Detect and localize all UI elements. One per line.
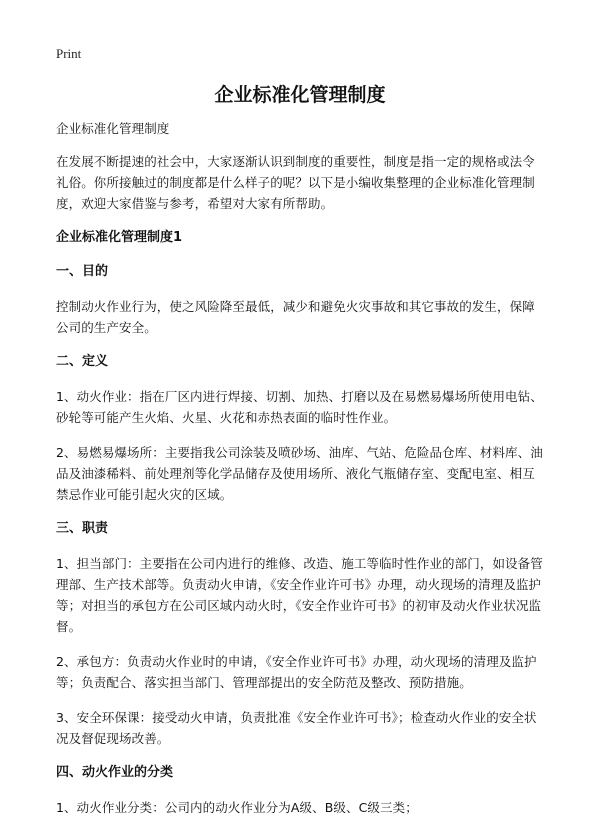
- paragraph-responsibility-3: 3、安全环保课：接受动火申请，负责批准《安全作业许可书》；检查动火作业的安全状况及督促现场改善。: [56, 710, 537, 746]
- intro-paragraph: 在发展不断提速的社会中，大家逐渐认识到制度的重要性，制度是指一定的规格或法令礼俗。你所接触过的制度都是什么样子的呢？以下是小编收集整理的企业标准化管理制度，欢迎大家借鉴与参考，希望对大家有所帮助。: [56, 154, 535, 211]
- paragraph-responsibility-1: 1、担当部门：主要指在公司内进行的维修、改造、施工等临时性作业的部门，如设备管理部、生产技术部等。负责动火申请，《安全作业许可书》办理，动火现场的清理及监护等；对担当的承包方在公司区域内动火时，《安全作业许可书》的初审及动火作业状况监督。: [56, 556, 543, 634]
- section-title: 企业标准化管理制度1: [56, 230, 183, 245]
- document-subtitle: 企业标准化管理制度: [56, 121, 170, 136]
- heading-purpose: 一、目的: [56, 264, 109, 279]
- paragraph-classification-1: 1、动火作业分类：公司内的动火作业分为A级、B级、C级三类；: [56, 800, 418, 815]
- heading-definitions: 二、定义: [56, 354, 109, 369]
- paragraph-responsibility-2: 2、承包方：负责动火作业时的申请，《安全作业许可书》办理，动火现场的清理及监护等；负责配合、落实担当部门、管理部提出的安全防范及整改、预防措施。: [56, 654, 537, 690]
- paragraph-definition-1: 1、动火作业：指在厂区内进行焊接、切割、加热、打磨以及在易燃易爆场所使用电钻、砂轮等可能产生火焰、火星、火花和赤热表面的临时性作业。: [56, 389, 543, 425]
- paragraph-definition-2: 2、易燃易爆场所：主要指我公司涂装及喷砂场、油库、气站、危险品仓库、材料库、油品及油漆稀料、前处理剂等化学品储存及使用场所、液化气瓶储存室、变配电室、相互禁忌作业可能引起火灾的区域。: [56, 445, 543, 502]
- document-body: [56, 118, 546, 832]
- print-link[interactable]: Print: [56, 46, 82, 61]
- paragraph-purpose: 控制动火作业行为，使之风险降至最低，减少和避免火灾事故和其它事故的发生，保障公司的生产安全。: [56, 299, 535, 335]
- heading-classification: 四、动火作业的分类: [56, 765, 174, 780]
- heading-responsibilities: 三、职责: [56, 521, 109, 536]
- document-title: 企业标准化管理制度: [214, 84, 386, 106]
